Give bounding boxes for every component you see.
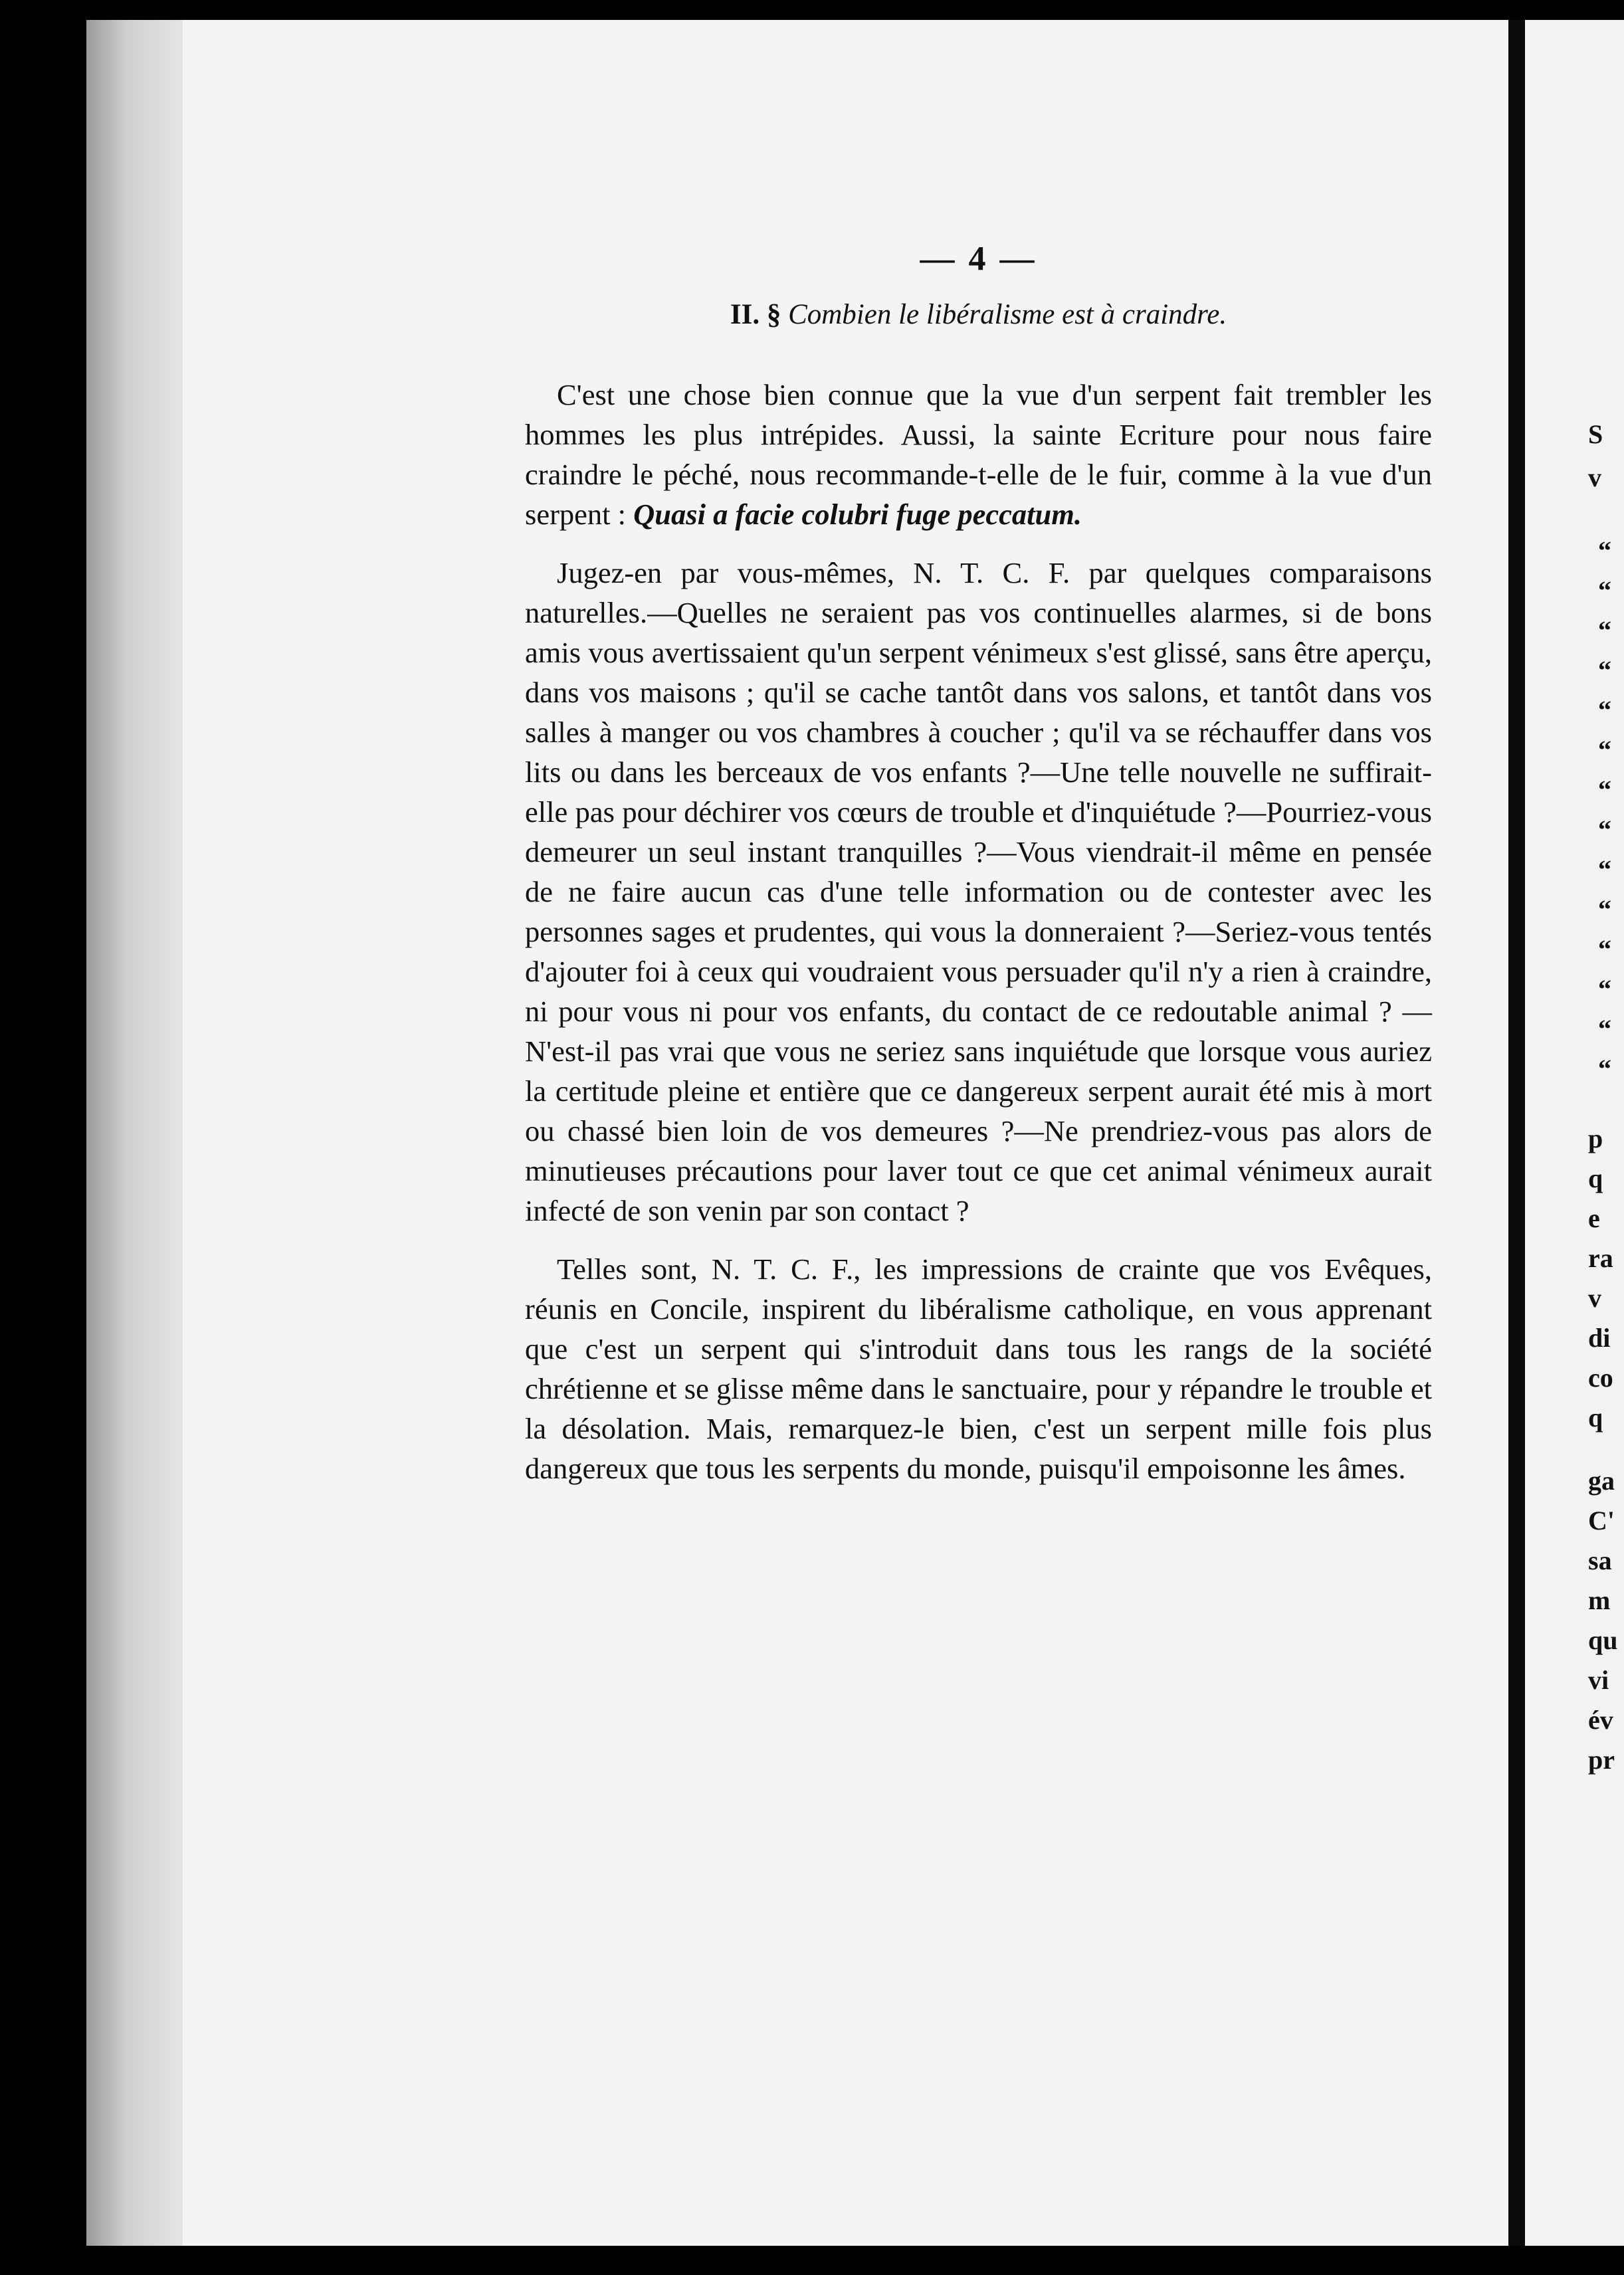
next-page-text: q (1588, 1403, 1603, 1433)
next-page-text: “ (1598, 974, 1611, 1004)
next-page-text: qu (1588, 1625, 1618, 1655)
section-number: II. § (730, 299, 781, 330)
page-number: — 4 — (920, 240, 1037, 278)
next-page-text: ra (1588, 1243, 1613, 1273)
paragraph (525, 1249, 1432, 1488)
paragraph (525, 553, 1432, 1231)
next-page-text: “ (1598, 735, 1611, 765)
paragraph-text: C'est une chose bien connue que la vue d'un serpent fait trembler les hommes les plus intrépides. Aussi, la sainte Ecriture pour nous faire craindre le péché, nous recommande-t-elle de le fuir, comme à la vue d'un serpent : (525, 378, 1432, 531)
next-page-text: m (1588, 1585, 1611, 1615)
next-page-text: e (1588, 1203, 1600, 1233)
next-page-text: di (1588, 1323, 1611, 1353)
next-page-text: “ (1598, 894, 1611, 924)
next-page-text: “ (1598, 934, 1611, 964)
next-page-text: v (1588, 1283, 1601, 1313)
next-page-text: “ (1598, 615, 1611, 645)
next-page-text: “ (1598, 575, 1611, 605)
next-page-text: pr (1588, 1745, 1615, 1775)
next-page-text: “ (1598, 775, 1611, 805)
next-page-text: sa (1588, 1545, 1612, 1575)
paragraph (525, 375, 1432, 534)
next-page-text: C' (1588, 1506, 1615, 1535)
next-page-text: ga (1588, 1466, 1615, 1496)
paragraph-text: Jugez-en par vous-mêmes, N. T. C. F. par quelques comparaisons naturelles.—Quelles ne seraient pas vos continuelles alarmes, si de bons amis vous avertissaient qu'un serpent vénimeux s'est glissé, sans être aperçu, dans vos maisons ; qu'il se cache tantôt dans vos salons, et tantôt dans vos salles à manger ou vos chambres à coucher ; qu'il va se réchauffer dans vos lits ou dans les berceaux de vos enfants ?—Une telle nouvelle ne suffirait-elle pas pour déchirer vos cœurs de trouble et d'inquiétude ?—Pourriez-vous demeurer un seul instant tranquilles ?—Vous viendrait-il même en pensée de ne faire aucun cas d'une telle information ou de contester avec les personnes sages et prudentes, qui vous la donneraient ?—Seriez-vous tentés d'ajouter foi à ceux qui voudraient vous persuader qu'il n'y a rien à craindre, ni pour vous ni pour vos enfants, du contact de ce redoutable animal ? —N'est-il pas vrai que vous ne seriez sans inquiétude que lorsque vous auriez la certitude pleine et entière que ce dangereux serpent aurait été mis à mort ou chassé bien loin de vos demeures ?—Ne prendriez-vous pas alors de minutieuses précautions pour laver tout ce que cet animal vénimeux aurait infecté de son venin par son contact ? (525, 556, 1432, 1227)
next-page-text: “ (1598, 655, 1611, 685)
latin-quote: Quasi a facie colubri fuge peccatum. (633, 498, 1082, 531)
next-page-text: vi (1588, 1665, 1609, 1695)
next-page-text: p (1588, 1124, 1603, 1153)
page-gutter (1508, 20, 1525, 2246)
next-page-text: “ (1598, 695, 1611, 725)
next-page-text: S (1588, 419, 1603, 449)
section-heading (525, 298, 1432, 331)
next-page-text: “ (1598, 536, 1611, 565)
next-page-text: “ (1598, 854, 1611, 884)
next-page-text: “ (1598, 1014, 1611, 1044)
paragraph-text: Telles sont, N. T. C. F., les impressions de crainte que vos Evêques, réunis en Concile, inspirent du libéralisme catholique, en vous apprenant que c'est un serpent qui s'introduit dans tous les rangs de la société chrétienne et se glisse même dans le sanctuaire, pour y répandre le trouble et la désolation. Mais, remarquez-le bien, c'est un serpent mille fois plus dangereux que tous les serpents du monde, puisqu'il empoisonne les âmes. (525, 1252, 1432, 1485)
scan-left-edge (86, 20, 186, 2246)
next-page-fragment (1525, 20, 1624, 2246)
next-page-text: q (1588, 1163, 1603, 1193)
next-page-text: v (1588, 462, 1601, 492)
section-title: Combien le libéralisme est à craindre. (788, 299, 1227, 330)
next-page-text: “ (1598, 815, 1611, 844)
next-page-text: év (1588, 1705, 1613, 1735)
next-page-text: co (1588, 1363, 1613, 1393)
page-content (525, 239, 1432, 1507)
next-page-text: “ (1598, 1054, 1611, 1084)
